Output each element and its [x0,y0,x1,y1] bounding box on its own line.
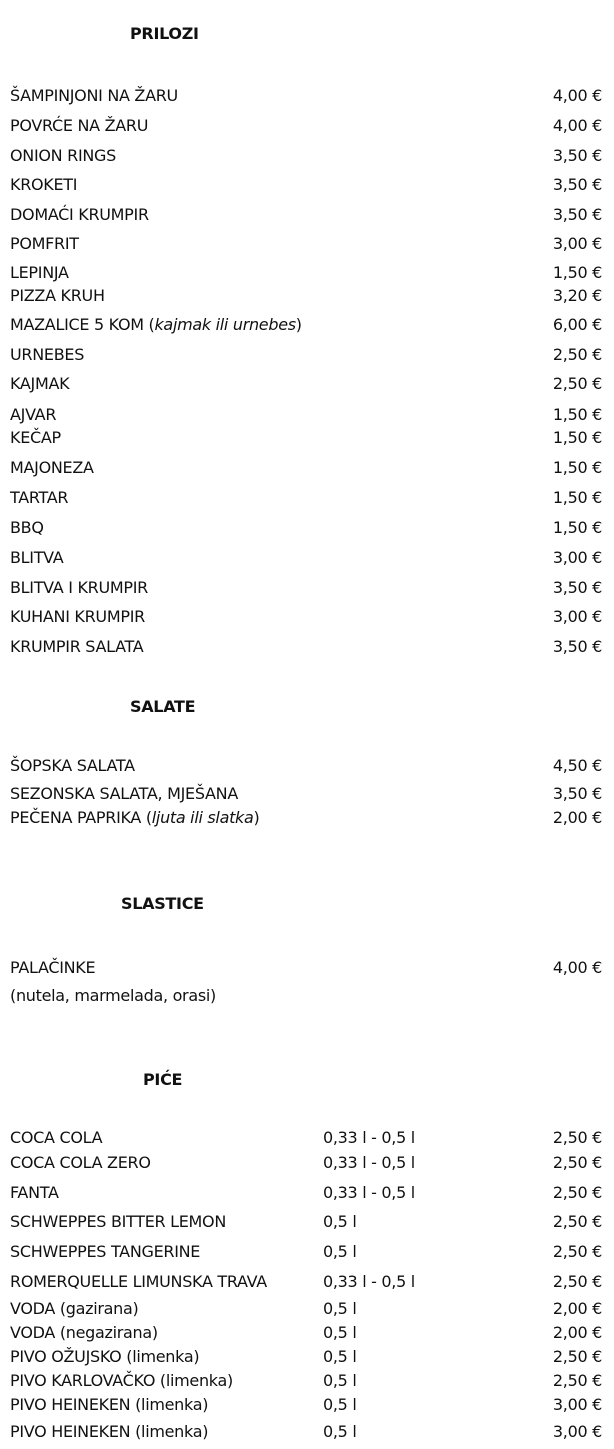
item-name: KAJMAK [10,374,70,393]
drink-item [10,1127,602,1149]
menu-item [10,85,602,107]
item-name: MAJONEZA [10,458,94,477]
drink-item [10,1421,602,1443]
menu-item [10,262,602,284]
item-price: 3,50 € [552,784,602,803]
item-name: KRUMPIR SALATA [10,637,144,656]
item-size: 0,33 l - 0,5 l [323,1128,415,1147]
item-price: 4,00 € [552,116,602,135]
drink-item [10,1182,602,1204]
item-size: 0,5 l [323,1212,357,1231]
item-name: PALAČINKE [10,958,96,977]
menu-item [10,314,602,336]
menu-item [10,755,602,777]
item-name: PIVO HEINEKEN (limenka) [10,1395,209,1414]
item-name: PIVO HEINEKEN (limenka) [10,1422,209,1441]
item-name: BLITVA I KRUMPIR [10,578,148,597]
section-title-salate: SALATE [130,697,196,716]
item-size: 0,5 l [323,1371,357,1390]
item-price: 1,50 € [552,405,602,424]
item-price: 3,50 € [552,637,602,656]
menu-item [10,487,602,509]
item-price: 2,00 € [552,1299,602,1318]
menu-item [10,115,602,137]
section-title-pice: PIĆE [143,1070,183,1089]
menu-item [10,517,602,539]
drink-item [10,1370,602,1392]
item-name: PIVO KARLOVAČKO (limenka) [10,1371,233,1390]
menu-item [10,577,602,599]
item-price: 2,50 € [552,1242,602,1261]
item-price: 3,20 € [552,286,602,305]
item-name: FANTA [10,1183,59,1202]
menu-item [10,957,602,979]
menu-item [10,547,602,569]
item-size: 0,5 l [323,1299,357,1318]
item-name: MAZALICE 5 KOM (kajmak ili urnebes) [10,315,302,334]
item-name: PEČENA PAPRIKA (ljuta ili slatka) [10,808,260,827]
item-price: 3,00 € [552,1422,602,1441]
item-name: KROKETI [10,175,78,194]
item-name: SCHWEPPES BITTER LEMON [10,1212,227,1231]
menu-item [10,145,602,167]
drink-item [10,1152,602,1174]
menu-item [10,174,602,196]
menu-item [10,373,602,395]
item-name: POVRĆE NA ŽARU [10,116,149,135]
item-price: 4,00 € [552,86,602,105]
menu-item [10,783,602,805]
item-name: COCA COLA ZERO [10,1153,151,1172]
item-name: BBQ [10,518,44,537]
item-name: ONION RINGS [10,146,116,165]
menu-item [10,606,602,628]
menu-item [10,233,602,255]
menu-item [10,427,602,449]
item-price: 2,50 € [552,374,602,393]
section-title-slastice: SLASTICE [121,894,204,913]
item-price: 4,00 € [552,958,602,977]
drink-item [10,1211,602,1233]
menu-item [10,636,602,658]
item-size: 0,5 l [323,1323,357,1342]
item-name: POMFRIT [10,234,79,253]
item-name: DOMAĆI KRUMPIR [10,205,149,224]
item-price: 1,50 € [552,488,602,507]
item-price: 3,00 € [552,607,602,626]
item-price: 2,50 € [552,1347,602,1366]
item-size: 0,33 l - 0,5 l [323,1153,415,1172]
item-price: 1,50 € [552,263,602,282]
drink-item [10,1346,602,1368]
item-name: ROMERQUELLE LIMUNSKA TRAVA [10,1272,267,1291]
item-price: 2,00 € [552,808,602,827]
item-price: 3,00 € [552,548,602,567]
menu-item [10,344,602,366]
item-name: PIZZA KRUH [10,286,105,305]
item-name: URNEBES [10,345,85,364]
item-price: 1,50 € [552,518,602,537]
item-name: KUHANI KRUMPIR [10,607,145,626]
item-name: SEZONSKA SALATA, MJEŠANA [10,784,238,803]
item-price: 3,50 € [552,205,602,224]
item-name: VODA (gazirana) [10,1299,139,1318]
item-size: 0,5 l [323,1422,357,1441]
item-price: 2,50 € [552,1212,602,1231]
section-title-prilozi: PRILOZI [130,24,199,43]
item-price: 6,00 € [552,315,602,334]
item-size: 0,5 l [323,1347,357,1366]
item-name: COCA COLA [10,1128,103,1147]
item-price: 1,50 € [552,428,602,447]
item-name: ŠAMPINJONI NA ŽARU [10,86,178,105]
item-description: (nutela, marmelada, orasi) [10,986,216,1005]
item-price: 3,00 € [552,234,602,253]
item-price: 2,00 € [552,1323,602,1342]
item-price: 2,50 € [552,1153,602,1172]
menu-item [10,204,602,226]
item-price: 2,50 € [552,1371,602,1390]
menu-item [10,457,602,479]
item-name: PIVO OŽUJSKO (limenka) [10,1347,200,1366]
item-size: 0,5 l [323,1395,357,1414]
item-name: TARTAR [10,488,69,507]
item-name: KEČAP [10,428,61,447]
drink-item [10,1271,602,1293]
drink-item [10,1298,602,1320]
item-name: SCHWEPPES TANGERINE [10,1242,201,1261]
item-price: 3,00 € [552,1395,602,1414]
item-size: 0,33 l - 0,5 l [323,1183,415,1202]
menu-item [10,807,602,829]
item-size: 0,5 l [323,1242,357,1261]
item-name: AJVAR [10,405,57,424]
item-name: LEPINJA [10,263,69,282]
item-name: BLITVA [10,548,64,567]
item-price: 2,50 € [552,1272,602,1291]
menu-item [10,404,602,426]
drink-item [10,1394,602,1416]
drink-item [10,1322,602,1344]
item-price: 3,50 € [552,578,602,597]
item-price: 4,50 € [552,756,602,775]
item-price: 2,50 € [552,1128,602,1147]
item-name: ŠOPSKA SALATA [10,756,135,775]
item-price: 2,50 € [552,1183,602,1202]
item-name: VODA (negazirana) [10,1323,158,1342]
item-price: 3,50 € [552,146,602,165]
item-size: 0,33 l - 0,5 l [323,1272,415,1291]
item-price: 2,50 € [552,345,602,364]
drink-item [10,1241,602,1263]
menu-item [10,285,602,307]
item-price: 3,50 € [552,175,602,194]
item-price: 1,50 € [552,458,602,477]
